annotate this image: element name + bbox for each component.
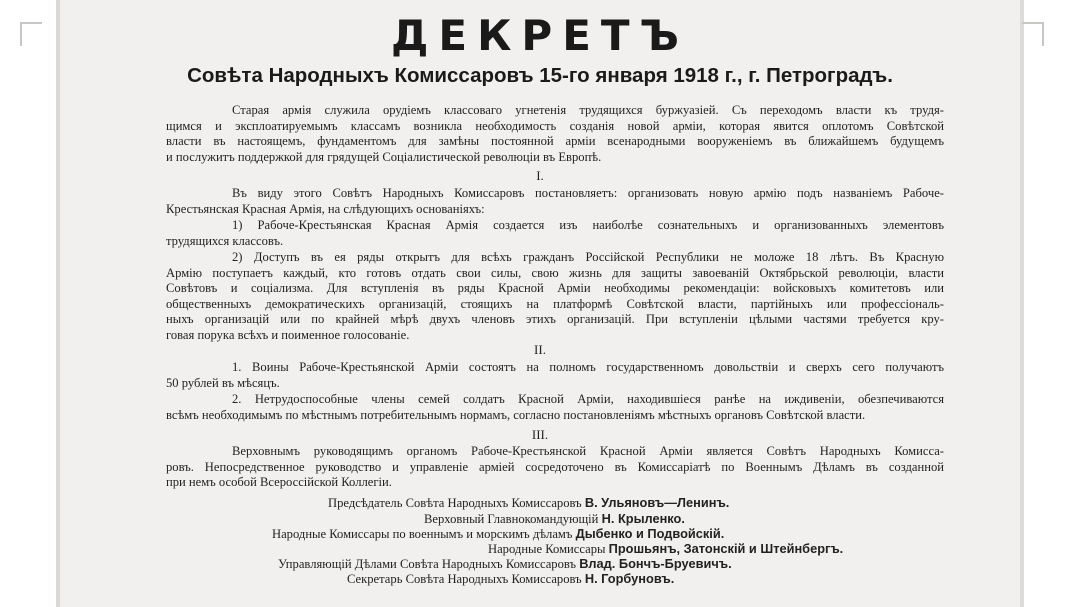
- signature-line: [347, 571, 674, 587]
- preamble-line: Старая армія служила орудіемъ классоваго угнетенія трудящихся буржуазіей. Съ переходомъ власти къ трудя-: [232, 103, 944, 117]
- text-line: Армію поступаетъ каждый, кто готовъ отдать свои силы, свою жизнь для защиты завоеваній Октябрьской революціи, власти: [166, 265, 944, 280]
- document-title: ДЕКРЕТЪ: [390, 11, 689, 60]
- signature-line: [278, 556, 732, 572]
- signature-line: [272, 526, 724, 542]
- preamble-line: власти въ настоящемъ, фундаментомъ для замѣны постоянной арміи всенародными вооруженіемъ въ ближайшемъ будущемъ: [166, 134, 944, 148]
- text-line: Верховнымъ руководящимъ органомъ Рабоче-Крестьянской Красной Арміи является Совѣтъ Народныхъ Комисса-: [232, 444, 944, 458]
- section-1-numeral: I.: [536, 168, 544, 183]
- signature-role: Народные Комиссары по военнымъ и морскимъ дѣламъ: [272, 527, 573, 541]
- section-2-item-1: [166, 360, 944, 391]
- text-line: Въ виду этого Совѣтъ Народныхъ Комиссаровъ постановляетъ: организовать новую армію подъ названіемъ Рабоче-: [232, 186, 944, 200]
- signature-name: Прошьянъ, Затонскій и Штейнбергъ.: [608, 541, 844, 556]
- page-right-edge: [1020, 0, 1024, 607]
- text-line: трудящихся классовъ.: [166, 233, 284, 248]
- section-2-numeral: II.: [534, 342, 546, 357]
- preamble-line: щимся и эксплоатируемымъ классамъ возникла необходимость созданія новой арміи, которая явится оплотомъ Совѣтской: [166, 118, 944, 133]
- text-line: 2) Доступъ въ ея ряды открытъ для всѣхъ гражданъ Россійской Республики не моложе 18 лѣтъ. Въ Красную: [232, 250, 944, 264]
- preamble-paragraph: [166, 103, 944, 165]
- signature-name: Дыбенко и Подвойскій.: [575, 526, 725, 541]
- document-subtitle: Совѣта Народныхъ Комиссаровъ 15-го января 1918 г., г. Петроградъ.: [187, 64, 893, 87]
- signature-role: Народные Комиссары: [488, 542, 606, 556]
- section-3-numeral: III.: [531, 427, 549, 442]
- section-1-item-1: [166, 218, 944, 249]
- signature-line: [488, 541, 843, 557]
- text-line: при немъ особой Всероссійской Коллегіи.: [166, 475, 392, 489]
- section-2-item-2: [166, 392, 944, 423]
- text-line: 1) Рабоче-Крестьянская Красная Армія создается изъ наиболѣе сознательныхъ и организованныхъ элементовъ: [232, 218, 944, 232]
- text-line: Совѣтовъ и соціализма. Для вступленія въ ряды Красной Арміи необходимы рекомендаціи: войсковыхъ комитетовъ или: [166, 281, 944, 295]
- text-line: 2. Нетрудоспособные члены семей солдатъ Красной Арміи, находившіеся ранѣе на иждивеніи, обезпечиваются: [232, 392, 944, 406]
- section-1-intro: [166, 186, 944, 217]
- text-line: ныхъ организацій или по крайней мѣрѣ двухъ членовъ этихъ организацій. При вступленіи цѣлыми частями требуется кру-: [166, 312, 944, 326]
- text-line: 50 рублей въ мѣсяцъ.: [166, 375, 280, 390]
- signature-line: [328, 495, 729, 511]
- text-line: 1. Воины Рабоче-Крестьянской Арміи состоятъ на полномъ государственномъ довольствіи и сверхъ сего получаютъ: [232, 360, 944, 374]
- text-line: говая порука всѣхъ и поименное голосованіе.: [166, 327, 410, 342]
- signature-name: Влад. Бончъ-Бруевичъ.: [579, 556, 732, 571]
- signature-role: Управляющій Дѣлами Совѣта Народныхъ Комиссаровъ: [278, 557, 577, 571]
- signature-name: Н. Крыленко.: [601, 511, 685, 526]
- signature-role: Верховный Главнокомандующій: [424, 512, 599, 526]
- preamble-line: и послужитъ поддержкой для грядущей Соціалистической революціи въ Европѣ.: [166, 149, 602, 164]
- signature-line: [424, 511, 685, 527]
- section-1-item-2: [166, 250, 944, 343]
- signature-role: Секретарь Совѣта Народныхъ Комиссаровъ: [347, 572, 582, 586]
- text-line: Крестьянская Красная Армія, на слѣдующихъ основаніяхъ:: [166, 201, 485, 216]
- text-line: всѣмъ необходимымъ по мѣстнымъ потребительнымъ нормамъ, согласно постановленіямъ мѣстныхъ органовъ Совѣтской власти.: [166, 407, 866, 422]
- signature-name: В. Ульяновъ—Ленинъ.: [584, 495, 730, 510]
- section-3-paragraph: [166, 444, 944, 491]
- text-line: ровъ. Непосредственное руководство и управленіе арміей сосредоточено въ Комиссаріатѣ по Военнымъ Дѣламъ въ созданной: [166, 459, 944, 474]
- signature-name: Н. Горбуновъ.: [584, 571, 675, 586]
- text-line: общественныхъ демократическихъ организацій, стоящихъ на платформѣ Совѣтской власти, партійныхъ или профессіональ-: [166, 296, 944, 311]
- signature-role: Предсѣдатель Совѣта Народныхъ Комиссаровъ: [328, 496, 582, 510]
